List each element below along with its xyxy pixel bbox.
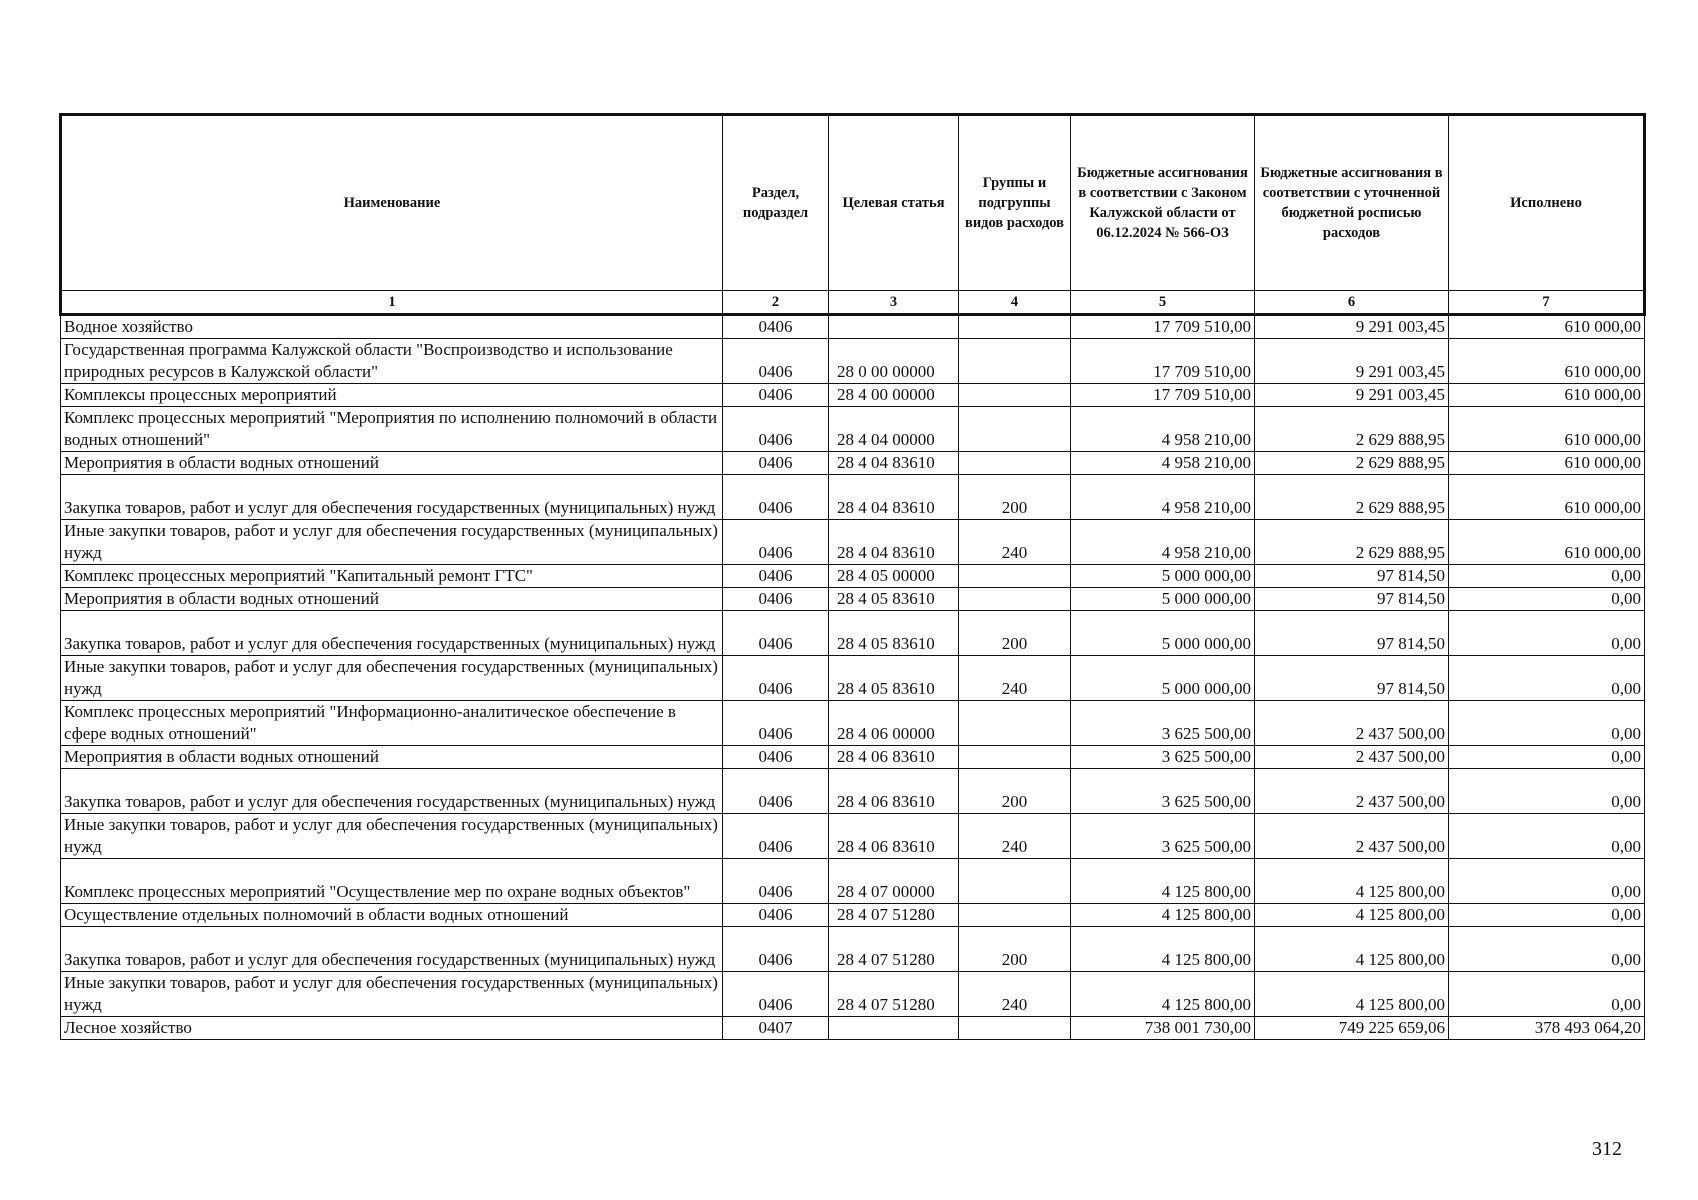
row-name: Закупка товаров, работ и услуг для обеспечения государственных (муниципальных) нужд — [61, 475, 723, 520]
row-executed-amount: 610 000,00 — [1449, 315, 1645, 339]
row-executed-amount: 610 000,00 — [1449, 407, 1645, 452]
row-section-code: 0406 — [723, 588, 829, 611]
row-refined-amount: 97 814,50 — [1255, 565, 1449, 588]
row-target-article: 28 4 04 83610 — [829, 520, 959, 565]
budget-table — [59, 113, 1646, 1040]
row-refined-amount: 2 629 888,95 — [1255, 475, 1449, 520]
row-refined-amount: 2 437 500,00 — [1255, 746, 1449, 769]
row-refined-amount: 9 291 003,45 — [1255, 315, 1449, 339]
row-section-code: 0406 — [723, 384, 829, 407]
table-row — [61, 520, 1645, 565]
table-row — [61, 565, 1645, 588]
table-row — [61, 814, 1645, 859]
row-executed-amount: 0,00 — [1449, 588, 1645, 611]
row-name: Комплексы процессных мероприятий — [61, 384, 723, 407]
column-number: 1 — [61, 291, 723, 315]
table-row — [61, 475, 1645, 520]
row-executed-amount: 0,00 — [1449, 859, 1645, 904]
row-target-article: 28 4 04 00000 — [829, 407, 959, 452]
row-refined-amount: 2 629 888,95 — [1255, 407, 1449, 452]
row-section-code: 0406 — [723, 452, 829, 475]
row-section-code: 0406 — [723, 904, 829, 927]
table-row — [61, 859, 1645, 904]
row-law-amount: 17 709 510,00 — [1071, 315, 1255, 339]
row-executed-amount: 0,00 — [1449, 656, 1645, 701]
row-expense-group: 240 — [959, 656, 1071, 701]
row-executed-amount: 610 000,00 — [1449, 452, 1645, 475]
row-section-code: 0406 — [723, 859, 829, 904]
row-law-amount: 4 125 800,00 — [1071, 904, 1255, 927]
row-refined-amount: 4 125 800,00 — [1255, 927, 1449, 972]
row-executed-amount: 0,00 — [1449, 972, 1645, 1017]
row-target-article: 28 4 07 51280 — [829, 927, 959, 972]
column-number: 6 — [1255, 291, 1449, 315]
row-executed-amount: 378 493 064,20 — [1449, 1017, 1645, 1040]
row-name: Иные закупки товаров, работ и услуг для обеспечения государственных (муниципальных) нужд — [61, 972, 723, 1017]
row-executed-amount: 0,00 — [1449, 927, 1645, 972]
header-row — [61, 115, 1645, 291]
row-target-article: 28 4 07 51280 — [829, 972, 959, 1017]
header-expense-groups: Группы и подгруппы видов расходов — [959, 115, 1071, 291]
table-row — [61, 611, 1645, 656]
row-refined-amount: 97 814,50 — [1255, 611, 1449, 656]
row-refined-amount: 97 814,50 — [1255, 588, 1449, 611]
row-executed-amount: 0,00 — [1449, 701, 1645, 746]
row-name: Комплекс процессных мероприятий "Осуществление мер по охране водных объектов" — [61, 859, 723, 904]
table-row — [61, 407, 1645, 452]
row-expense-group — [959, 452, 1071, 475]
row-name: Лесное хозяйство — [61, 1017, 723, 1040]
row-name: Комплекс процессных мероприятий "Капитальный ремонт ГТС" — [61, 565, 723, 588]
row-target-article: 28 4 05 83610 — [829, 656, 959, 701]
row-law-amount: 17 709 510,00 — [1071, 339, 1255, 384]
row-expense-group — [959, 565, 1071, 588]
row-expense-group — [959, 384, 1071, 407]
row-name: Иные закупки товаров, работ и услуг для обеспечения государственных (муниципальных) нужд — [61, 656, 723, 701]
row-law-amount: 4 958 210,00 — [1071, 475, 1255, 520]
header-executed: Исполнено — [1449, 115, 1645, 291]
row-executed-amount: 0,00 — [1449, 769, 1645, 814]
row-expense-group — [959, 1017, 1071, 1040]
row-section-code: 0406 — [723, 565, 829, 588]
row-section-code: 0406 — [723, 746, 829, 769]
row-target-article: 28 4 06 83610 — [829, 746, 959, 769]
row-law-amount: 4 958 210,00 — [1071, 520, 1255, 565]
table-row — [61, 701, 1645, 746]
row-name: Иные закупки товаров, работ и услуг для обеспечения государственных (муниципальных) нужд — [61, 520, 723, 565]
row-law-amount: 5 000 000,00 — [1071, 565, 1255, 588]
row-section-code: 0406 — [723, 475, 829, 520]
table-body — [61, 315, 1645, 1040]
row-expense-group: 240 — [959, 520, 1071, 565]
row-target-article: 28 4 05 83610 — [829, 611, 959, 656]
row-name: Государственная программа Калужской области "Воспроизводство и использование природных ресурсов в Калужской области" — [61, 339, 723, 384]
column-number: 5 — [1071, 291, 1255, 315]
row-target-article — [829, 315, 959, 339]
row-refined-amount: 9 291 003,45 — [1255, 339, 1449, 384]
column-number: 4 — [959, 291, 1071, 315]
row-name: Осуществление отдельных полномочий в области водных отношений — [61, 904, 723, 927]
column-number: 2 — [723, 291, 829, 315]
column-number-row — [61, 291, 1645, 315]
header-name: Наименование — [61, 115, 723, 291]
row-section-code: 0406 — [723, 315, 829, 339]
row-expense-group — [959, 315, 1071, 339]
header-section: Раздел, подраздел — [723, 115, 829, 291]
row-target-article: 28 4 00 00000 — [829, 384, 959, 407]
row-name: Мероприятия в области водных отношений — [61, 588, 723, 611]
row-executed-amount: 610 000,00 — [1449, 520, 1645, 565]
table-row — [61, 746, 1645, 769]
row-executed-amount: 610 000,00 — [1449, 339, 1645, 384]
row-refined-amount: 4 125 800,00 — [1255, 972, 1449, 1017]
row-refined-amount: 97 814,50 — [1255, 656, 1449, 701]
row-law-amount: 3 625 500,00 — [1071, 814, 1255, 859]
row-section-code: 0406 — [723, 656, 829, 701]
row-refined-amount: 2 629 888,95 — [1255, 452, 1449, 475]
header-law-appropriations: Бюджетные ассигнования в соответствии с Законом Калужской области от 06.12.2024 № 566-ОЗ — [1071, 115, 1255, 291]
budget-table-sheet — [59, 113, 1643, 1040]
row-name: Комплекс процессных мероприятий "Информационно-аналитическое обеспечение в сфере водных отношений" — [61, 701, 723, 746]
row-refined-amount: 2 437 500,00 — [1255, 769, 1449, 814]
page-number: 312 — [1592, 1138, 1622, 1160]
table-row — [61, 972, 1645, 1017]
table-row — [61, 588, 1645, 611]
row-section-code: 0406 — [723, 339, 829, 384]
row-law-amount: 5 000 000,00 — [1071, 588, 1255, 611]
row-target-article: 28 4 05 00000 — [829, 565, 959, 588]
row-refined-amount: 4 125 800,00 — [1255, 859, 1449, 904]
row-executed-amount: 610 000,00 — [1449, 475, 1645, 520]
table-row — [61, 904, 1645, 927]
row-name: Мероприятия в области водных отношений — [61, 452, 723, 475]
row-expense-group: 240 — [959, 814, 1071, 859]
row-target-article: 28 0 00 00000 — [829, 339, 959, 384]
row-expense-group — [959, 407, 1071, 452]
row-law-amount: 4 125 800,00 — [1071, 927, 1255, 972]
table-row — [61, 315, 1645, 339]
table-row — [61, 1017, 1645, 1040]
row-section-code: 0406 — [723, 769, 829, 814]
row-section-code: 0406 — [723, 927, 829, 972]
row-section-code: 0406 — [723, 972, 829, 1017]
row-target-article: 28 4 07 00000 — [829, 859, 959, 904]
row-executed-amount: 0,00 — [1449, 565, 1645, 588]
row-name: Закупка товаров, работ и услуг для обеспечения государственных (муниципальных) нужд — [61, 611, 723, 656]
row-law-amount: 3 625 500,00 — [1071, 701, 1255, 746]
row-expense-group — [959, 588, 1071, 611]
row-name: Закупка товаров, работ и услуг для обеспечения государственных (муниципальных) нужд — [61, 769, 723, 814]
row-target-article: 28 4 04 83610 — [829, 475, 959, 520]
row-law-amount: 738 001 730,00 — [1071, 1017, 1255, 1040]
row-expense-group — [959, 904, 1071, 927]
row-executed-amount: 0,00 — [1449, 814, 1645, 859]
row-refined-amount: 2 437 500,00 — [1255, 701, 1449, 746]
row-expense-group: 200 — [959, 927, 1071, 972]
row-target-article — [829, 1017, 959, 1040]
row-executed-amount: 0,00 — [1449, 904, 1645, 927]
row-name: Иные закупки товаров, работ и услуг для обеспечения государственных (муниципальных) нужд — [61, 814, 723, 859]
row-expense-group: 240 — [959, 972, 1071, 1017]
row-expense-group — [959, 746, 1071, 769]
row-law-amount: 17 709 510,00 — [1071, 384, 1255, 407]
row-expense-group: 200 — [959, 475, 1071, 520]
row-executed-amount: 610 000,00 — [1449, 384, 1645, 407]
row-refined-amount: 2 629 888,95 — [1255, 520, 1449, 565]
row-target-article: 28 4 06 83610 — [829, 769, 959, 814]
row-law-amount: 4 125 800,00 — [1071, 972, 1255, 1017]
row-law-amount: 5 000 000,00 — [1071, 656, 1255, 701]
row-target-article: 28 4 04 83610 — [829, 452, 959, 475]
row-refined-amount: 4 125 800,00 — [1255, 904, 1449, 927]
row-name: Закупка товаров, работ и услуг для обеспечения государственных (муниципальных) нужд — [61, 927, 723, 972]
row-section-code: 0406 — [723, 814, 829, 859]
row-refined-amount: 749 225 659,06 — [1255, 1017, 1449, 1040]
row-name: Водное хозяйство — [61, 315, 723, 339]
row-section-code: 0406 — [723, 611, 829, 656]
row-refined-amount: 2 437 500,00 — [1255, 814, 1449, 859]
row-law-amount: 4 125 800,00 — [1071, 859, 1255, 904]
row-law-amount: 3 625 500,00 — [1071, 746, 1255, 769]
row-name: Комплекс процессных мероприятий "Мероприятия по исполнению полномочий в области водных отношений" — [61, 407, 723, 452]
row-expense-group: 200 — [959, 769, 1071, 814]
row-law-amount: 3 625 500,00 — [1071, 769, 1255, 814]
row-expense-group — [959, 701, 1071, 746]
table-row — [61, 927, 1645, 972]
row-executed-amount: 0,00 — [1449, 746, 1645, 769]
row-law-amount: 4 958 210,00 — [1071, 452, 1255, 475]
row-expense-group: 200 — [959, 611, 1071, 656]
column-number: 3 — [829, 291, 959, 315]
table-row — [61, 769, 1645, 814]
column-number: 7 — [1449, 291, 1645, 315]
row-section-code: 0406 — [723, 701, 829, 746]
row-target-article: 28 4 06 83610 — [829, 814, 959, 859]
table-row — [61, 656, 1645, 701]
row-refined-amount: 9 291 003,45 — [1255, 384, 1449, 407]
row-section-code: 0407 — [723, 1017, 829, 1040]
row-section-code: 0406 — [723, 407, 829, 452]
row-law-amount: 5 000 000,00 — [1071, 611, 1255, 656]
table-row — [61, 452, 1645, 475]
row-name: Мероприятия в области водных отношений — [61, 746, 723, 769]
row-law-amount: 4 958 210,00 — [1071, 407, 1255, 452]
row-target-article: 28 4 06 00000 — [829, 701, 959, 746]
row-executed-amount: 0,00 — [1449, 611, 1645, 656]
row-expense-group — [959, 859, 1071, 904]
row-target-article: 28 4 07 51280 — [829, 904, 959, 927]
row-section-code: 0406 — [723, 520, 829, 565]
header-target-article: Целевая статья — [829, 115, 959, 291]
header-refined-appropriations: Бюджетные ассигнования в соответствии с уточненной бюджетной росписью расходов — [1255, 115, 1449, 291]
table-row — [61, 384, 1645, 407]
table-row — [61, 339, 1645, 384]
row-target-article: 28 4 05 83610 — [829, 588, 959, 611]
row-expense-group — [959, 339, 1071, 384]
